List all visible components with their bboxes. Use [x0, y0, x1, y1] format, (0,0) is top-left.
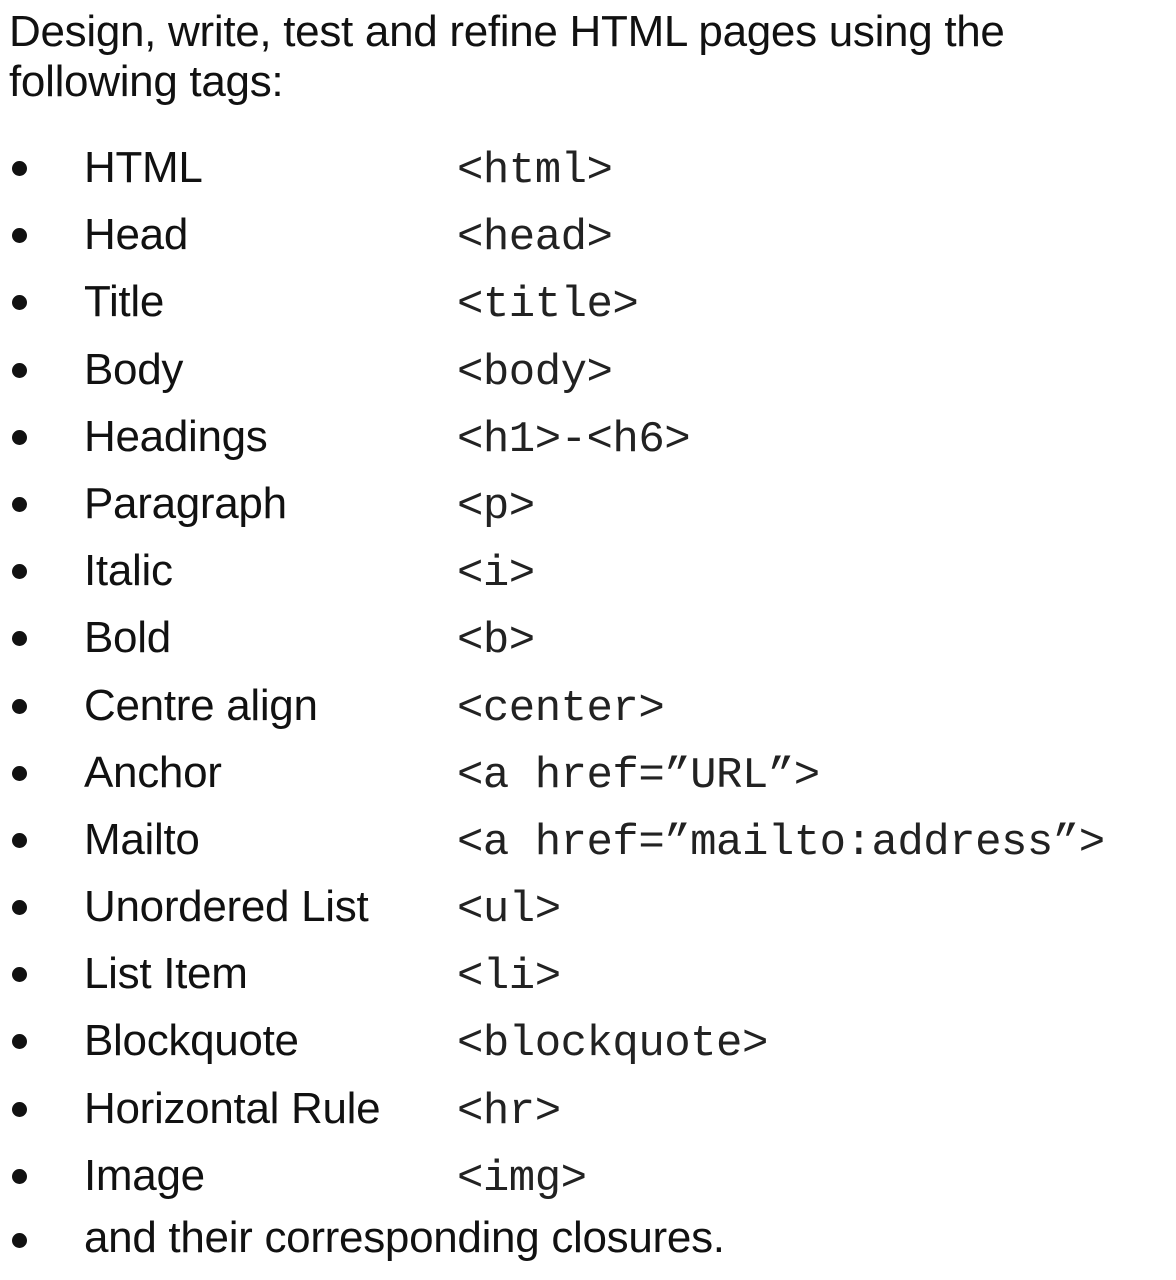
list-item [0, 471, 1176, 538]
list-item [0, 740, 1176, 807]
tag-name: List Item [84, 949, 248, 999]
bullet-icon [12, 699, 27, 714]
tag-code: <title> [457, 280, 639, 331]
bullet-icon [12, 161, 27, 176]
tag-name: Blockquote [84, 1016, 299, 1066]
list-item [0, 941, 1176, 1008]
bullet-icon [12, 766, 27, 781]
tag-code: <p> [457, 481, 535, 532]
closing-list-item [0, 1211, 1176, 1271]
bullet-icon [12, 430, 27, 445]
tag-code: <a href=”mailto:address”> [457, 817, 1105, 868]
tag-code: <i> [457, 549, 535, 600]
tag-name: Anchor [84, 747, 222, 797]
list-item [0, 404, 1176, 471]
tag-name: Headings [84, 411, 268, 461]
bullet-icon [12, 833, 27, 848]
bullet-icon [12, 564, 27, 579]
tag-code: <b> [457, 616, 535, 667]
list-item [0, 1008, 1176, 1075]
list-item [0, 538, 1176, 605]
tag-name: Title [84, 277, 164, 327]
list-item [0, 807, 1176, 874]
list-item [0, 202, 1176, 269]
tag-name: Mailto [84, 814, 200, 864]
list-item [0, 1076, 1176, 1143]
list-item [0, 337, 1176, 404]
tag-code: <head> [457, 213, 613, 264]
intro-text: Design, write, test and refine HTML pages using the following tags: [9, 7, 1005, 106]
list-item [0, 269, 1176, 336]
list-item [0, 673, 1176, 740]
tag-name: Horizontal Rule [84, 1083, 381, 1133]
bullet-icon [12, 295, 27, 310]
tag-code: <blockquote> [457, 1019, 768, 1070]
tag-code: <a href=”URL”> [457, 750, 820, 801]
bullet-icon [12, 497, 27, 512]
bullet-icon [12, 228, 27, 243]
tag-name: Unordered List [84, 882, 369, 932]
tag-name: Paragraph [84, 478, 287, 528]
bullet-icon [12, 631, 27, 646]
closing-text: and their corresponding closures. [84, 1213, 725, 1262]
tag-name: Image [84, 1150, 205, 1200]
tag-name: Bold [84, 613, 171, 663]
tag-list [0, 135, 1176, 1210]
bullet-icon [12, 900, 27, 915]
tag-code: <html> [457, 146, 613, 196]
tag-code: <center> [457, 683, 665, 734]
tag-name: HTML [84, 143, 203, 192]
list-item [0, 874, 1176, 941]
tag-code: <h1>-<h6> [457, 414, 691, 465]
list-item [0, 135, 1176, 202]
bullet-icon [12, 1169, 27, 1184]
list-item [0, 1143, 1176, 1210]
tag-name: Centre align [84, 680, 318, 730]
tag-code: <li> [457, 952, 561, 1003]
tag-name: Body [84, 344, 184, 394]
bullet-icon [12, 1102, 27, 1117]
bullet-icon [12, 1233, 27, 1248]
tag-name: Head [84, 210, 188, 260]
bullet-icon [12, 967, 27, 982]
tag-name: Italic [84, 546, 173, 596]
bullet-icon [12, 1034, 27, 1049]
tag-code: <ul> [457, 885, 561, 936]
bullet-icon [12, 363, 27, 378]
tag-code: <hr> [457, 1086, 561, 1137]
list-item [0, 605, 1176, 672]
tag-code: <img> [457, 1153, 587, 1204]
tag-code: <body> [457, 347, 613, 398]
